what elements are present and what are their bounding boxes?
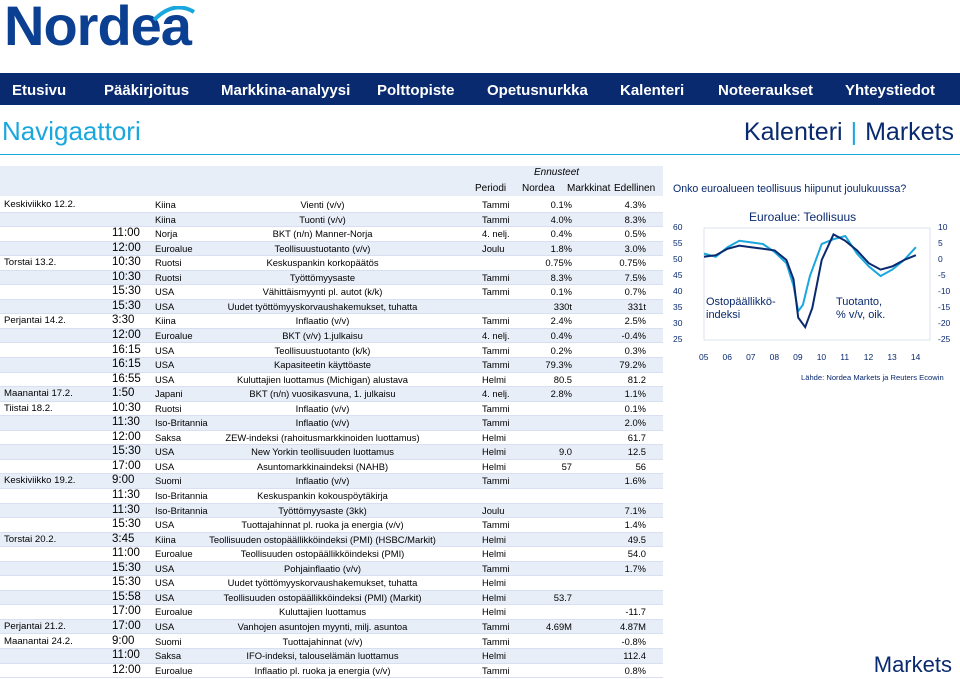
row-event: Teollisuustuotanto (k/k) [274,344,371,356]
x-tick: 10 [816,352,827,362]
series-label-production: Tuotanto, % v/v, oik. [836,296,886,321]
row-event: Inflaatio (v/v) [295,402,350,414]
row-period: Helmi [482,373,506,385]
row-previous: 4.3% [624,199,646,210]
row-country: Iso-Britannia [155,504,208,516]
table-row [0,533,663,548]
table-row [0,213,663,228]
table-row [0,620,663,635]
section-title-main: Kalenteri [743,118,843,146]
row-nordea-forecast: 1.8% [550,242,572,254]
row-country: Kiina [155,199,176,210]
series-label-pmi: Ostopäällikkö- indeksi [706,296,776,321]
page-title: Navigaattori [2,116,141,146]
row-country: Ruotsi [155,402,182,414]
row-country: USA [155,562,175,574]
row-period: Tammi [482,402,510,414]
row-nordea-forecast: 330t [553,300,572,312]
nav-kalenteri[interactable]: Kalenteri [620,82,685,99]
row-country: Iso-Britannia [155,490,208,501]
row-period: 4. nelj. [482,329,510,341]
row-time: 16:15 [112,358,141,371]
row-country: USA [155,460,175,472]
row-time: 15:58 [112,590,141,603]
row-time: 12:00 [112,328,141,341]
footer-brand: Markets [873,652,952,677]
row-event: ZEW-indeksi (rahoitusmarkkinoiden luottamus) [225,431,420,443]
row-previous: 12.5 [627,446,646,458]
row-country: Suomi [155,475,182,487]
y-left-tick: 45 [673,270,683,280]
x-tick: 09 [793,352,803,362]
row-event: Inflaatio (v/v) [295,475,350,487]
row-previous: 2.0% [624,417,646,429]
row-previous: 61.7 [627,431,646,443]
row-country: Euroalue [155,606,193,618]
row-event: Inflaatio pl. ruoka ja energia (v/v) [254,664,391,676]
x-tick: 05 [699,352,709,362]
row-time: 12:00 [112,663,141,676]
row-previous: 0.7% [624,286,646,298]
row-previous: -0.4% [621,329,646,341]
row-period: Tammi [482,199,510,210]
row-time: 11:30 [112,503,140,516]
row-event: Työttömyysaste [289,271,356,283]
table-row [0,518,663,533]
row-time: 15:30 [112,445,141,458]
table-row [0,402,663,417]
row-time: 12:00 [112,430,141,443]
row-event: New Yorkin teollisuuden luottamus [251,446,394,458]
row-time: 15:30 [112,285,141,298]
row-period: Tammi [482,620,510,632]
row-nordea-forecast: 53.7 [553,591,572,603]
table-row [0,300,663,315]
table-row [0,314,663,329]
nav-paakirjoitus[interactable]: Pääkirjoitus [104,82,190,99]
table-row [0,198,663,213]
x-tick: 13 [887,352,897,362]
row-period: Helmi [482,591,506,603]
industry-chart [668,200,960,390]
nav-yhteystiedot[interactable]: Yhteystiedot [845,82,936,99]
row-nordea-forecast: 2.8% [550,388,572,400]
table-row [0,445,663,460]
row-time: 15:30 [112,576,141,589]
main-navigation [0,73,960,105]
row-event: Tuottajahinnat (v/v) [282,635,363,647]
row-day: Maanantai 17.2. [4,388,73,400]
row-country: Kiina [155,533,176,545]
row-previous: 54.0 [627,548,646,560]
row-event: Vanhojen asuntojen myynti, milj. asuntoa [237,620,408,632]
row-event: IFO-indeksi, talouselämän luottamus [246,650,399,662]
row-previous: 331t [627,300,646,312]
y-left-tick: 50 [673,254,683,264]
table-row [0,256,663,271]
table-row [0,635,663,650]
row-time: 15:30 [112,561,141,574]
row-time: 11:00 [112,547,140,560]
row-event: Keskuspankin korkopäätös [266,257,379,269]
table-row [0,431,663,446]
y-right-tick: 10 [938,222,948,232]
row-country: USA [155,446,175,458]
row-time: 3:30 [112,314,135,327]
nav-noteeraukset[interactable]: Noteeraukset [718,82,814,99]
row-period: Helmi [482,446,506,458]
row-period: Helmi [482,548,506,560]
table-row [0,285,663,300]
row-country: Japani [155,388,183,400]
row-period: Joulu [482,242,505,254]
row-period: Helmi [482,606,506,618]
row-time: 9:00 [112,474,135,487]
x-tick: 08 [769,352,780,362]
row-period: 4. nelj. [482,388,510,400]
row-previous: 4.87M [619,620,646,632]
row-period: Tammi [482,359,510,371]
table-row [0,605,663,620]
row-nordea-forecast: 4.69M [545,620,572,632]
row-country: Euroalue [155,664,193,676]
table-row [0,358,663,373]
row-day: Keskiviikko 19.2. [4,475,76,487]
row-event: Teollisuuden ostopäällikköindeksi (PMI) [240,548,405,560]
y-right-tick: -15 [938,302,951,312]
table-row [0,489,663,504]
row-country: Ruotsi [155,271,182,283]
row-time: 10:30 [112,256,141,269]
row-event: Asuntomarkkinaindeksi (NAHB) [256,460,389,472]
row-time: 11:00 [112,649,140,662]
x-tick: 14 [910,352,921,362]
row-previous: 1.1% [624,388,646,400]
row-event: BKT (v/v) 1.julkaisu [282,329,363,341]
row-event: BKT (n/n) Manner-Norja [272,228,373,240]
row-event: Teollisuuden ostopäällikköindeksi (PMI) (HSBC/Markit) [209,533,436,545]
row-time: 10:30 [112,401,141,414]
row-nordea-forecast: 0.4% [550,228,572,240]
y-left-tick: 35 [673,302,683,312]
row-event: Tuonti (v/v) [299,213,346,225]
nav-opetusnurkka[interactable]: Opetusnurkka [487,82,588,99]
row-time: 16:55 [112,372,141,385]
row-period: Tammi [482,635,510,647]
row-nordea-forecast: 0.4% [550,329,572,341]
table-row [0,329,663,344]
table-row [0,416,663,431]
table-row [0,504,663,519]
table-row [0,547,663,562]
row-period: Tammi [482,315,510,327]
row-event: BKT (n/n) vuosikasvuna, 1. julkaisu [249,388,396,400]
row-nordea-forecast: 9.0 [558,446,572,458]
row-period: Tammi [482,519,510,531]
row-country: Saksa [155,650,182,662]
row-period: 4. nelj. [482,228,510,240]
chart-source: Lähde: Nordea Markets ja Reuters Ecowin [801,373,944,382]
row-time: 15:30 [112,299,141,312]
row-country: Euroalue [155,242,193,254]
row-period: Tammi [482,417,510,429]
header-period: Periodi [475,183,507,194]
row-time: 15:30 [112,518,141,531]
logo-swoosh-icon [152,6,196,22]
x-tick: 12 [863,352,874,362]
row-previous: 2.5% [624,315,646,327]
row-country: USA [155,519,175,531]
row-country: Kiina [155,315,176,327]
row-event: Uudet työttömyyskorvaushakemukset, tuhatta [227,300,418,312]
table-row [0,387,663,402]
table-row [0,576,663,591]
row-previous: 8.3% [624,213,646,225]
row-time: 3:45 [112,532,135,545]
row-period: Tammi [482,475,510,487]
row-previous: 0.75% [619,257,646,269]
logo-text: Nordea [4,0,191,57]
row-event: Vienti (v/v) [300,199,345,210]
row-country: Euroalue [155,548,193,560]
row-previous: 0.1% [624,402,646,414]
row-nordea-forecast: 0.1% [550,199,572,210]
row-previous: 0.5% [624,228,646,240]
row-day: Tiistai 18.2. [4,402,53,414]
nav-markkina-analyysi[interactable]: Markkina-analyysi [221,82,351,99]
row-time: 10:30 [112,270,141,283]
x-tick: 11 [840,352,850,362]
row-day: Torstai 20.2. [4,533,57,545]
row-event: Keskuspankin kokouspöytäkirja [257,490,388,501]
row-nordea-forecast: 0.1% [550,286,572,298]
row-time: 12:00 [112,241,141,254]
table-row [0,664,663,679]
row-time: 11:00 [112,227,140,240]
row-event: Teollisuustuotanto (v/v) [274,242,371,254]
table-row [0,591,663,606]
row-country: USA [155,300,175,312]
row-time: 16:15 [112,343,141,356]
row-country: Iso-Britannia [155,417,208,429]
row-time: 11:30 [112,489,140,501]
chart-caption: Onko euroalueen teollisuus hiipunut joulukuussa? [673,183,907,195]
section-title-sub: Markets [865,118,954,146]
row-previous: 3.0% [624,242,646,254]
nav-polttopiste[interactable]: Polttopiste [377,82,455,99]
row-previous: 1.4% [624,519,646,531]
row-country: Norja [155,228,178,240]
row-previous: 0.3% [624,344,646,356]
y-right-tick: 5 [938,238,943,248]
row-country: Euroalue [155,329,193,341]
row-nordea-forecast: 57 [561,460,572,472]
row-event: Uudet työttömyyskorvaushakemukset, tuhatta [227,577,418,589]
table-row [0,227,663,242]
row-time: 17:00 [112,605,141,618]
x-tick: 06 [722,352,732,362]
row-period: Helmi [482,650,506,662]
row-previous: 56 [635,460,646,472]
row-nordea-forecast: 79.3% [545,359,572,371]
row-period: Tammi [482,286,510,298]
row-event: Kuluttajien luottamus (Michigan) alustava [237,373,408,385]
row-previous: -11.7 [625,606,646,618]
row-event: Kuluttajien luottamus [278,606,367,618]
table-row [0,242,663,257]
row-period: Tammi [482,344,510,356]
y-left-tick: 25 [673,334,683,344]
table-row [0,474,663,489]
row-previous: 0.8% [624,664,646,676]
row-country: USA [155,373,175,385]
chart-title: Euroalue: Teollisuus [749,210,857,224]
row-nordea-forecast: 0.75% [545,257,572,269]
row-previous: 79.2% [619,359,646,371]
row-period: Joulu [482,504,505,516]
row-previous: 1.6% [624,475,646,487]
header-nordea: Nordea [522,183,555,194]
y-left-tick: 30 [673,318,683,328]
row-event: Inflaatio (v/v) [295,417,350,429]
y-right-tick: -25 [938,334,951,344]
header-previous: Edellinen [614,183,656,194]
y-right-tick: -10 [938,286,951,296]
row-time: 11:30 [112,416,140,429]
row-time: 1:50 [112,387,135,400]
row-country: USA [155,286,175,298]
row-previous: -0.8% [621,635,646,647]
row-country: Saksa [155,431,182,443]
row-time: 17:00 [112,619,141,632]
row-event: Pohjainflaatio (v/v) [283,562,362,574]
row-previous: 112.4 [623,650,646,662]
row-country: USA [155,591,175,603]
row-period: Tammi [482,562,510,574]
row-time: 9:00 [112,634,135,647]
table-row [0,271,663,286]
row-nordea-forecast: 8.3% [550,271,572,283]
y-left-tick: 55 [673,238,683,248]
row-period: Tammi [482,271,510,283]
nordea-logo[interactable] [2,0,202,57]
row-nordea-forecast: 0.2% [550,344,572,356]
row-previous: 81.2 [627,373,646,385]
row-period: Tammi [482,213,510,225]
row-nordea-forecast: 4.0% [550,213,572,225]
row-event: Työttömyysaste (3kk) [278,504,367,516]
row-event: Teollisuuden ostopäällikköindeksi (PMI) (Markit) [223,591,422,603]
section-title-separator: | [850,118,858,146]
row-event: Tuottajahinnat pl. ruoka ja energia (v/v) [241,519,404,531]
row-previous: 7.5% [624,271,646,283]
row-nordea-forecast: 2.4% [550,315,572,327]
table-row [0,344,663,359]
table-row [0,562,663,577]
row-day: Torstai 13.2. [4,257,57,269]
row-period: Helmi [482,533,506,545]
row-event: Vähittäismyynti pl. autot (k/k) [262,286,383,298]
row-day: Keskiviikko 12.2. [4,199,76,210]
header-market: Markkinat [567,183,611,194]
y-right-tick: -20 [938,318,951,328]
section-title [744,118,954,147]
x-tick: 07 [746,352,756,362]
header-divider [0,154,960,155]
table-row [0,460,663,475]
y-left-tick: 60 [673,222,683,232]
row-country: USA [155,359,175,371]
row-country: Ruotsi [155,257,182,269]
row-previous: 1.7% [624,562,646,574]
row-nordea-forecast: 80.5 [553,373,572,385]
row-country: USA [155,620,175,632]
row-time: 17:00 [112,459,141,472]
row-previous: 49.5 [627,533,646,545]
row-period: Helmi [482,431,506,443]
row-day: Perjantai 21.2. [4,620,66,632]
row-day: Perjantai 14.2. [4,315,66,327]
row-country: Kiina [155,213,176,225]
y-left-tick: 40 [673,286,683,296]
y-right-tick: -5 [938,270,946,280]
row-country: USA [155,577,175,589]
nav-etusivu[interactable]: Etusivu [12,82,67,99]
header-forecasts: Ennusteet [534,167,580,178]
table-row [0,373,663,388]
row-period: Tammi [482,664,510,676]
row-previous: 7.1% [624,504,646,516]
table-row [0,649,663,664]
row-event: Kapasiteetin käyttöaste [274,359,371,371]
row-event: Inflaatio (v/v) [295,315,350,327]
row-period: Helmi [482,577,506,589]
y-right-tick: 0 [938,254,943,264]
row-country: USA [155,344,175,356]
row-period: Helmi [482,460,506,472]
row-country: Suomi [155,635,182,647]
row-day: Maanantai 24.2. [4,635,73,647]
